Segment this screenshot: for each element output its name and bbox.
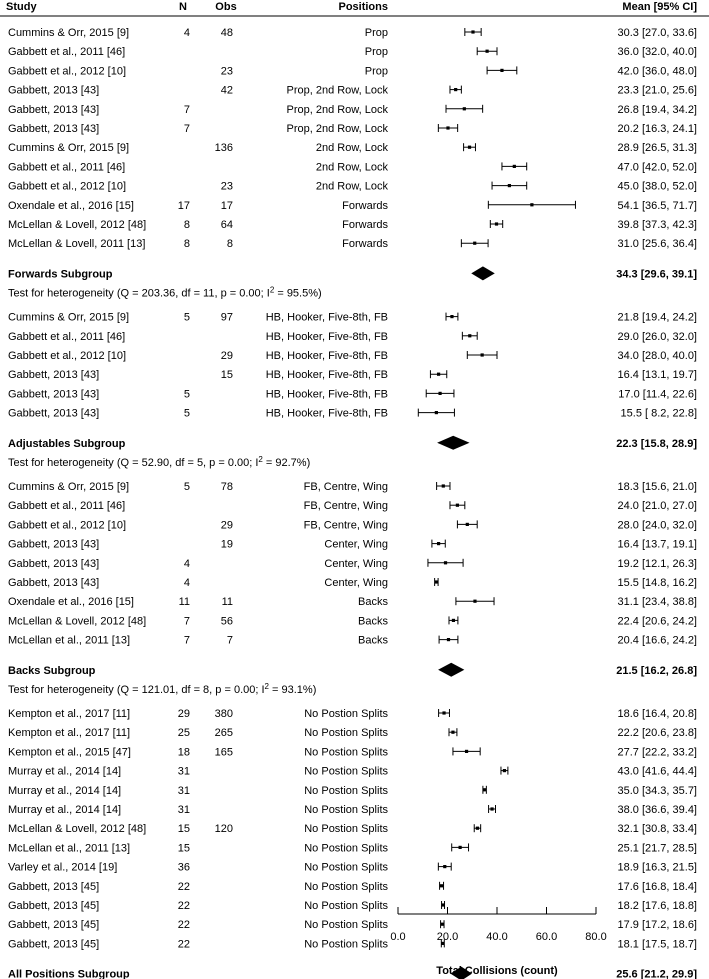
g2-row1-positions: HB, Hooker, Five-8th, FB [265,311,388,324]
g2-row4-positions: HB, Hooker, Five-8th, FB [265,369,388,382]
g1-row4-obs: 42 [220,84,233,97]
g1-row4-point [454,88,457,91]
g4-row12-estimate-label: 17.9 [17.2, 18.6] [617,919,697,932]
g1-row7-positions: 2nd Row, Lock [315,142,388,155]
g1-row11-study: McLellan & Lovell, 2012 [48] [8,219,147,231]
g4-row5-study: Murray et al., 2014 [14] [8,784,122,797]
g3-row3-estimate-label: 28.0 [24.0, 32.0] [617,519,697,532]
g1-row12-point [473,242,476,245]
g3-row3-positions: FB, Centre, Wing [303,519,388,532]
g2-row6-estimate-label: 15.5 [ 8.2, 22.8] [620,407,697,420]
g3-row5-estimate-label: 19.2 [12.1, 26.3] [617,557,697,570]
g1-row12-study: McLellan & Lovell, 2011 [13] [8,238,146,251]
g1-row2-estimate-label: 36.0 [32.0, 40.0] [617,46,697,59]
g2-row6-study: Gabbett, 2013 [43] [8,407,100,420]
g2-row6-positions: HB, Hooker, Five-8th, FB [265,407,388,420]
g4-row1-point [442,711,445,714]
g3-row8-n: 7 [183,615,190,628]
x-axis-label: Total Collisions (count) [436,965,558,977]
g3-row1-point [442,484,445,487]
g2-row5-study: Gabbett, 2013 [43] [8,388,100,401]
g2-summary-estimate-label: 22.3 [15.8, 28.9] [616,437,697,450]
g3-row9-estimate-label: 20.4 [16.6, 24.2] [617,634,697,647]
g1-row3-point [500,69,503,72]
g1-row3-estimate-label: 42.0 [36.0, 48.0] [617,65,697,78]
g4-row2-n: 25 [177,727,190,740]
g3-row4-point [437,542,440,545]
g2-row5-positions: HB, Hooker, Five-8th, FB [265,388,388,401]
g2-summary-diamond [437,436,469,450]
g4-row3-estimate-label: 27.7 [22.2, 33.2] [617,746,697,759]
g3-summary-diamond [438,663,464,677]
g3-row3-obs: 29 [220,519,233,532]
g4-summary-title: All Positions Subgroup [8,968,130,979]
g4-row10-positions: No Postion Splits [304,880,388,893]
g4-row4-positions: No Postion Splits [304,765,388,778]
g4-row3-point [465,750,468,753]
g4-row6-estimate-label: 38.0 [36.6, 39.4] [617,804,697,816]
g1-row3-positions: Prop [364,65,388,78]
g4-row10-point [440,884,443,887]
g1-heterogeneity-test: Test for heterogeneity (Q = 203.36, df = 11, p = 0.00; $I^2 = 95.5\%$) [8,285,322,300]
g3-row3-point [466,523,469,526]
g1-row5-estimate-label: 26.8 [19.4, 34.2] [617,103,697,116]
g2-row2-study: Gabbett et al., 2011 [46] [8,330,126,343]
g3-row4-estimate-label: 16.4 [13.7, 19.1] [617,538,697,551]
g1-row7-point [468,146,471,149]
g4-row9-point [443,865,446,868]
g2-row3-positions: HB, Hooker, Five-8th, FB [265,350,388,362]
g4-row12-positions: No Postion Splits [304,919,388,932]
g1-row12-positions: Forwards [342,238,388,251]
g1-row12-n: 8 [183,238,190,251]
header-positions: Positions [338,1,388,13]
g3-row5-study: Gabbett, 2013 [43] [8,557,100,570]
g1-row11-estimate-label: 39.8 [37.3, 42.3] [617,219,697,231]
g4-row8-estimate-label: 25.1 [21.7, 28.5] [617,842,697,855]
g3-row4-positions: Center, Wing [324,538,388,551]
g3-row1-obs: 78 [220,481,233,493]
g1-row11-positions: Forwards [342,219,388,231]
g3-row6-estimate-label: 15.5 [14.8, 16.2] [617,577,697,589]
g2-row1-obs: 97 [220,311,233,324]
g3-heterogeneity-test: Test for heterogeneity (Q = 121.01, df = 8, p = 0.00; $I^2 = 93.1\%$) [8,682,317,696]
g1-row6-estimate-label: 20.2 [16.3, 24.1] [617,123,697,135]
g3-row8-point [452,619,455,622]
g3-row4-obs: 19 [220,538,233,551]
g4-row9-n: 36 [177,861,190,874]
x-tick-label-40: 40.0 [486,931,508,943]
g1-row6-positions: Prop, 2nd Row, Lock [286,123,388,135]
g3-summary-estimate-label: 21.5 [16.2, 26.8] [616,664,697,677]
g4-row6-point [490,807,493,810]
g2-row1-point [450,315,453,318]
g3-row7-obs: 11 [221,596,233,609]
g4-row5-point [483,788,486,791]
g4-row2-positions: No Postion Splits [304,727,388,740]
g2-row1-estimate-label: 21.8 [19.4, 24.2] [617,311,697,324]
g1-row4-estimate-label: 23.3 [21.0, 25.6] [617,84,697,97]
g1-row8-positions: 2nd Row, Lock [315,161,388,174]
g4-row10-study: Gabbett, 2013 [45] [8,880,100,893]
g2-row1-n: 5 [183,311,190,324]
g4-row1-n: 29 [177,708,190,720]
g3-row9-point [447,638,450,641]
g3-row9-n: 7 [183,634,190,647]
g3-row8-estimate-label: 22.4 [20.6, 24.2] [617,615,697,628]
g4-row11-positions: No Postion Splits [304,900,388,912]
g3-row8-positions: Backs [358,615,388,628]
g1-row7-obs: 136 [214,142,233,155]
g3-row1-positions: FB, Centre, Wing [303,481,388,493]
g4-row8-point [459,846,462,849]
header-mean-ci: Mean [95% CI] [622,1,697,13]
g2-summary-title: Adjustables Subgroup [8,437,126,450]
g4-row13-positions: No Postion Splits [304,938,388,951]
g1-row12-obs: 8 [226,238,233,251]
g1-row7-estimate-label: 28.9 [26.5, 31.3] [617,142,697,155]
g4-row11-n: 22 [177,900,190,912]
g4-row1-positions: No Postion Splits [304,708,388,720]
g4-row7-estimate-label: 32.1 [30.8, 33.4] [617,823,697,836]
g1-row11-n: 8 [183,219,190,231]
g4-row12-study: Gabbett, 2013 [45] [8,919,100,932]
x-tick-label-60: 60.0 [535,931,558,943]
g4-row10-n: 22 [177,880,190,893]
g4-row6-study: Murray et al., 2014 [14] [8,804,122,816]
g3-row9-study: McLellan et al., 2011 [13] [8,634,131,647]
g1-row11-point [495,222,498,225]
g4-row3-obs: 165 [214,746,233,759]
x-tick-label-20: 20.0 [436,931,459,943]
g1-row1-estimate-label: 30.3 [27.0, 33.6] [617,27,697,39]
header-obs: Obs [215,1,237,13]
g1-row6-study: Gabbett, 2013 [43] [8,123,100,135]
g4-row7-obs: 120 [214,823,233,836]
g1-row9-positions: 2nd Row, Lock [315,180,388,193]
g3-row9-positions: Backs [358,634,388,647]
g2-row3-obs: 29 [220,350,233,362]
g2-row5-point [438,392,441,395]
g2-row2-point [468,334,471,337]
g1-row8-study: Gabbett et al., 2011 [46] [8,161,126,174]
g3-row2-study: Gabbett et al., 2011 [46] [8,500,126,513]
header-n: N [179,1,187,13]
g1-row8-estimate-label: 47.0 [42.0, 52.0] [617,161,697,174]
g1-row4-study: Gabbett, 2013 [43] [8,84,100,97]
g4-row2-estimate-label: 22.2 [20.6, 23.8] [617,727,697,740]
g4-row2-study: Kempton et al., 2017 [11] [8,727,131,740]
g4-row1-study: Kempton et al., 2017 [11] [8,708,131,720]
g4-row2-point [451,731,454,734]
g1-row11-obs: 64 [220,219,233,231]
g4-row5-estimate-label: 35.0 [34.3, 35.7] [617,784,697,797]
g1-row9-estimate-label: 45.0 [38.0, 52.0] [617,180,697,193]
g2-heterogeneity-test: Test for heterogeneity (Q = 52.90, df = 5, p = 0.00; $I^2 = 92.7\%$) [8,455,311,469]
g4-row7-study: McLellan & Lovell, 2012 [48] [8,823,147,836]
g1-row5-positions: Prop, 2nd Row, Lock [286,103,388,116]
g4-row12-n: 22 [177,919,190,932]
g3-row9-obs: 7 [226,634,233,647]
g1-row1-positions: Prop [364,27,388,39]
g4-row4-point [503,769,506,772]
g4-row1-estimate-label: 18.6 [16.4, 20.8] [617,708,697,720]
g3-row8-study: McLellan & Lovell, 2012 [48] [8,615,147,628]
x-tick-label-80: 80.0 [585,931,607,943]
g4-row8-positions: No Postion Splits [304,842,388,855]
g2-row4-study: Gabbett, 2013 [43] [8,369,100,382]
g1-summary-title: Forwards Subgroup [8,268,113,281]
g3-row6-point [435,580,438,583]
g1-row5-study: Gabbett, 2013 [43] [8,103,100,116]
g4-row10-estimate-label: 17.6 [16.8, 18.4] [617,880,697,893]
g4-row13-study: Gabbett, 2013 [45] [8,938,100,951]
g4-row7-point [476,827,479,830]
g1-row3-obs: 23 [220,65,233,78]
g4-row8-n: 15 [177,842,190,855]
g3-row5-positions: Center, Wing [324,557,388,570]
g1-row10-obs: 17 [220,199,233,212]
g1-summary-estimate-label: 34.3 [29.6, 39.1] [616,268,697,281]
g4-row4-n: 31 [177,765,190,778]
g4-row7-positions: No Postion Splits [304,823,388,836]
g2-row3-estimate-label: 34.0 [28.0, 40.0] [617,350,697,362]
g3-row3-study: Gabbett et al., 2012 [10] [8,519,127,532]
g3-row7-estimate-label: 31.1 [23.4, 38.8] [617,596,697,609]
g1-row3-study: Gabbett et al., 2012 [10] [8,65,127,78]
g4-row6-n: 31 [177,804,190,816]
g3-row6-study: Gabbett, 2013 [43] [8,577,100,589]
g1-row1-n: 4 [183,27,190,39]
g3-row5-n: 4 [183,557,190,570]
g1-row10-study: Oxendale et al., 2016 [15] [8,199,134,212]
g2-row5-n: 5 [183,388,190,401]
g1-row6-n: 7 [183,123,190,135]
g4-row4-estimate-label: 43.0 [41.6, 44.4] [617,765,697,778]
g1-row2-positions: Prop [364,46,388,59]
g1-row6-point [446,126,449,129]
g2-row3-point [481,353,484,356]
g1-row9-obs: 23 [220,180,233,193]
g1-row10-estimate-label: 54.1 [36.5, 71.7] [617,199,697,212]
g3-row2-estimate-label: 24.0 [21.0, 27.0] [617,500,697,513]
g2-row2-positions: HB, Hooker, Five-8th, FB [265,330,388,343]
g2-row1-study: Cummins & Orr, 2015 [9] [8,311,130,324]
g1-summary-diamond [471,266,495,280]
g3-row7-positions: Backs [358,596,388,609]
g2-row4-point [437,373,440,376]
study-rows [8,27,697,979]
g4-row4-study: Murray et al., 2014 [14] [8,765,122,778]
g3-row8-obs: 56 [220,615,233,628]
g4-row6-positions: No Postion Splits [304,804,388,816]
g3-row4-study: Gabbett, 2013 [43] [8,538,100,551]
g1-row9-study: Gabbett et al., 2012 [10] [8,180,127,193]
g3-row7-point [473,600,476,603]
g2-row4-estimate-label: 16.4 [13.1, 19.7] [617,369,697,382]
g1-row4-positions: Prop, 2nd Row, Lock [286,84,388,97]
g1-row2-study: Gabbett et al., 2011 [46] [8,46,126,59]
g2-row3-study: Gabbett et al., 2012 [10] [8,350,127,362]
g4-summary-estimate-label: 25.6 [21.2, 29.9] [616,968,697,979]
g4-row9-estimate-label: 18.9 [16.3, 21.5] [617,861,697,874]
g2-row6-n: 5 [183,407,190,420]
g3-row7-study: Oxendale et al., 2016 [15] [8,596,134,609]
g4-row9-positions: No Postion Splits [304,861,388,874]
g4-row1-obs: 380 [214,708,233,720]
g1-row9-point [508,184,511,187]
g1-row10-point [530,203,533,206]
g1-row5-n: 7 [183,103,190,116]
x-axis [390,907,606,943]
g1-row10-positions: Forwards [342,199,388,212]
g4-row13-n: 22 [177,938,190,951]
x-tick-label-0: 0.0 [390,931,406,943]
column-headers [6,1,697,13]
g3-row1-n: 5 [183,481,190,493]
g4-row11-estimate-label: 18.2 [17.6, 18.8] [617,900,697,912]
g3-summary-title: Backs Subgroup [8,664,96,677]
g4-row3-study: Kempton et al., 2015 [47] [8,746,131,759]
g2-row6-point [435,411,438,414]
g1-row8-point [513,165,516,168]
g1-row10-n: 17 [177,199,190,212]
g4-row11-study: Gabbett, 2013 [45] [8,900,100,912]
g1-row1-point [471,30,474,33]
g3-row5-point [444,561,447,564]
g3-row7-n: 11 [178,596,190,609]
g4-row12-point [441,923,444,926]
g3-row2-positions: FB, Centre, Wing [303,500,388,513]
g1-row7-study: Cummins & Orr, 2015 [9] [8,142,130,155]
g4-row7-n: 15 [177,823,190,836]
g4-row5-n: 31 [177,784,190,797]
g4-row13-estimate-label: 18.1 [17.5, 18.7] [617,938,697,951]
g4-row3-n: 18 [177,746,190,759]
g3-row1-estimate-label: 18.3 [15.6, 21.0] [617,481,697,493]
header-study: Study [6,1,37,13]
g4-row3-positions: No Postion Splits [304,746,388,759]
g1-row5-point [463,107,466,110]
g4-row11-point [441,903,444,906]
g4-row9-study: Varley et al., 2014 [19] [8,861,118,874]
g3-row1-study: Cummins & Orr, 2015 [9] [8,481,130,493]
g3-row6-positions: Center, Wing [324,577,388,589]
g1-row12-estimate-label: 31.0 [25.6, 36.4] [617,238,697,251]
g4-row2-obs: 265 [214,727,233,740]
g3-row6-n: 4 [183,577,190,589]
g1-row1-study: Cummins & Orr, 2015 [9] [8,27,130,39]
g4-row5-positions: No Postion Splits [304,784,388,797]
g4-row8-study: McLellan et al., 2011 [13] [8,842,131,855]
g2-row2-estimate-label: 29.0 [26.0, 32.0] [617,330,697,343]
g1-row2-point [486,50,489,53]
g2-row4-obs: 15 [220,369,233,382]
g1-row1-obs: 48 [220,27,233,39]
g2-row5-estimate-label: 17.0 [11.4, 22.6] [618,388,697,401]
g3-row2-point [456,504,459,507]
